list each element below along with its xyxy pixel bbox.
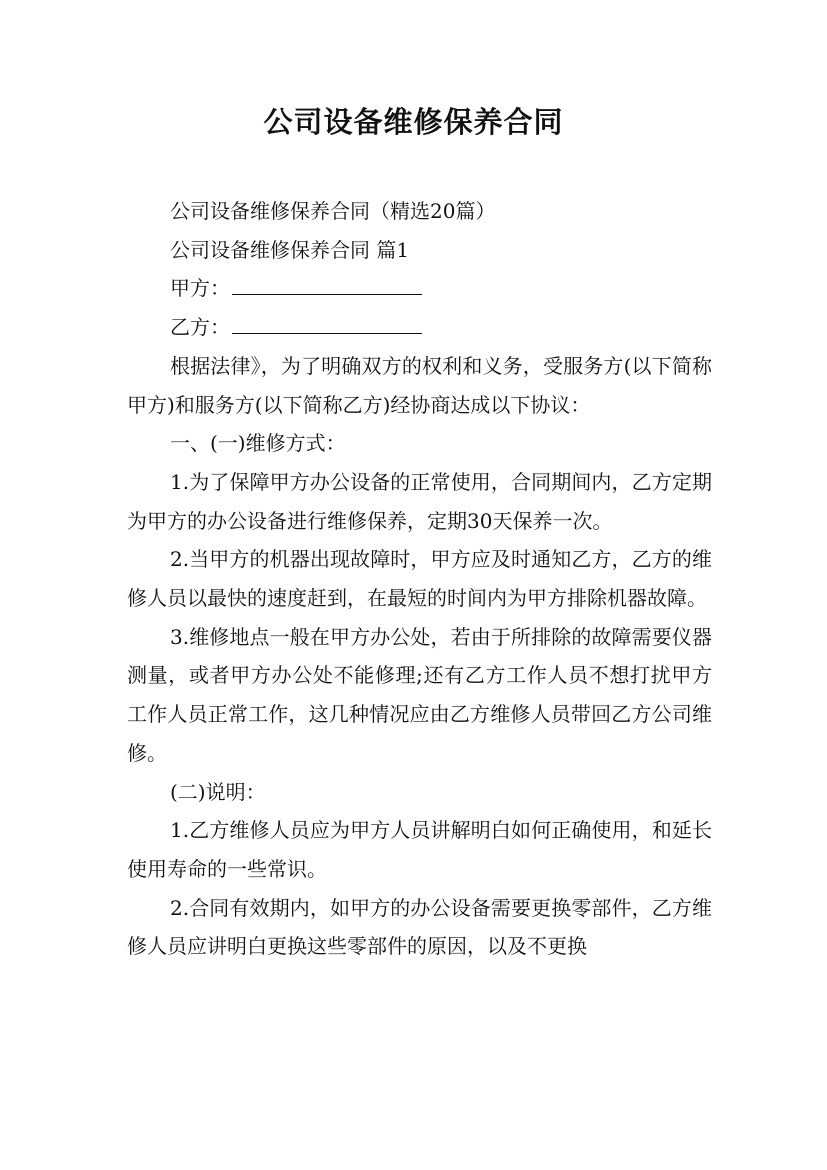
note-2-paragraph: 2.合同有效期内，如甲方的办公设备需要更换零部件，乙方维修人员应讲明白更换这些零部件的原因，以及不更换 [127,895,712,959]
document-body [127,192,712,966]
party-a-blank [232,272,422,295]
party-b-label: 乙方： [170,315,230,340]
section-heading: 公司设备维修保养合同 篇1 [170,237,410,262]
item-3-paragraph: 3.维修地点一般在甲方办公处，若由于所排除的故障需要仪器测量，或者甲方办公处不能修理;还有乙方工作人员不想打扰甲方工作人员正常工作，这几种情况应由乙方维修人员带回乙方公司维修。 [127,624,712,765]
part1-heading: 一、(一)维修方式： [170,431,346,456]
party-a-line [127,269,712,308]
item-2-paragraph: 2.当甲方的机器出现故障时，甲方应及时通知乙方，乙方的维修人员以最快的速度赶到，在最短的时间内为甲方排除机器故障。 [127,547,712,611]
document-title: 公司设备维修保养合同 [263,105,564,139]
document-subtitle: 公司设备维修保养合同（精选20篇） [170,199,496,223]
intro-paragraph: 根据法律》，为了明确双方的权利和义务，受服务方(以下简称甲方)和服务方(以下简称乙方)经协商达成以下协议： [127,353,712,417]
item-1-paragraph: 1.为了保障甲方办公设备的正常使用，合同期间内，乙方定期为甲方的办公设备进行维修保养，定期30天保养一次。 [127,469,712,533]
party-a-label: 甲方： [170,276,230,301]
party-b-blank [232,311,422,334]
party-b-line [127,308,712,347]
part2-heading: (二)说明： [170,779,266,804]
note-1-paragraph: 1.乙方维修人员应为甲方人员讲解明白如何正确使用，和延长使用寿命的一些常识。 [127,818,712,881]
